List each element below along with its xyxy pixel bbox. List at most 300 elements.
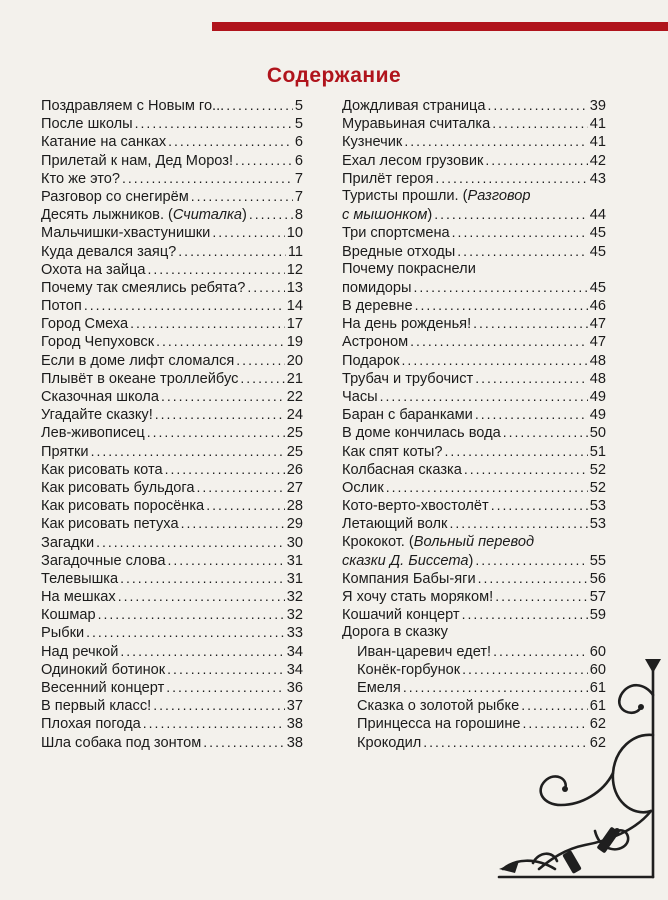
toc-entry-title (41, 279, 245, 297)
toc-entry (41, 496, 303, 514)
dot-leader (178, 242, 286, 260)
toc-page-number: 49 (589, 389, 606, 405)
toc-page-number: 6 (294, 134, 303, 151)
toc-page-number: 38 (286, 734, 303, 751)
toc-entry-title (342, 224, 450, 242)
toc-entry (342, 496, 606, 514)
entry-title-text: Ослик (342, 479, 384, 496)
dot-leader (226, 96, 293, 114)
entry-title-after: ) (468, 552, 474, 569)
entry-title-text: Подарок (342, 352, 400, 369)
toc-page-number: 29 (286, 516, 303, 533)
toc-entry-title (41, 661, 165, 679)
toc-entry (342, 114, 606, 132)
toc-entry (342, 442, 606, 460)
entry-title-text: Принцесса на горошине (357, 716, 521, 733)
entry-title-text: помидоры (342, 279, 412, 296)
toc-page-number: 12 (286, 261, 303, 278)
toc-entry-title (41, 697, 151, 715)
entry-title-text: Летающий волк (342, 516, 448, 533)
dot-leader (130, 314, 285, 332)
dot-leader (98, 605, 285, 623)
entry-title-text: Как рисовать поросёнка (41, 498, 205, 515)
entry-note: с мышонком (342, 207, 428, 224)
toc-page-number: 52 (589, 461, 606, 478)
entry-title-text: Лев-живописец (41, 425, 145, 442)
toc-entry-title (41, 352, 234, 370)
toc-entry (41, 96, 303, 114)
dot-leader (503, 423, 588, 441)
toc-page-number: 47 (589, 316, 606, 333)
toc-page-number: 57 (589, 589, 606, 606)
entry-title-text: Компания Бабы-яги (342, 570, 476, 587)
toc-page-number: 62 (589, 734, 606, 751)
toc-entry-title (342, 533, 534, 551)
toc-entry (41, 405, 303, 423)
dot-leader (452, 223, 588, 241)
toc-entry (41, 242, 303, 260)
toc-entry-title (342, 424, 501, 442)
toc-entry (342, 423, 606, 441)
toc-page-number: 32 (286, 607, 303, 624)
entry-title-text: Кто же это? (41, 170, 121, 187)
entry-title-text: Как рисовать петуха (41, 516, 179, 533)
entry-title-text: Почему покраснели (342, 260, 476, 277)
toc-page-number: 25 (286, 425, 303, 442)
dot-leader (235, 151, 293, 169)
toc-entry (41, 605, 303, 623)
dot-leader (153, 696, 285, 714)
dot-leader (212, 223, 284, 241)
toc-entry (342, 369, 606, 387)
dot-leader (445, 442, 588, 460)
dot-leader (457, 242, 587, 260)
toc-entry (41, 314, 303, 332)
dot-leader (167, 551, 284, 569)
toc-entry-title (41, 115, 133, 133)
toc-entry (41, 642, 303, 660)
toc-entry (41, 678, 303, 696)
toc-entry-title (342, 297, 413, 315)
toc-page-number: 26 (286, 461, 303, 478)
toc-page-number: 37 (286, 698, 303, 715)
toc-entry (342, 460, 606, 478)
entry-title-text: Загадки (41, 534, 95, 551)
toc-page-number: 47 (589, 334, 606, 351)
toc-entry-title (41, 606, 96, 624)
toc-page-number: 45 (589, 225, 606, 242)
toc-entry-title (41, 388, 159, 406)
toc-page-number: 6 (294, 152, 303, 169)
toc-page-number: 30 (286, 534, 303, 551)
dot-leader (122, 169, 293, 187)
toc-page-number: 32 (286, 589, 303, 606)
toc-entry-title (41, 243, 176, 261)
toc-entry (342, 151, 606, 169)
dot-leader (181, 514, 285, 532)
entry-title-text: Крокодил (357, 734, 422, 751)
toc-entry-title (342, 552, 473, 570)
toc-entry (41, 569, 303, 587)
toc-entry (41, 278, 303, 296)
toc-entry-title (342, 623, 448, 641)
toc-entry-title (41, 624, 84, 642)
dot-leader (449, 514, 587, 532)
toc-entry-title (41, 515, 179, 533)
toc-entry (41, 514, 303, 532)
entry-title-text: Шла собака под зонтом (41, 734, 202, 751)
toc-page-number: 48 (589, 370, 606, 387)
dot-leader (143, 714, 285, 732)
toc-entry (41, 260, 303, 278)
toc-entry-title (342, 243, 455, 261)
toc-entry-title (342, 315, 471, 333)
dot-leader (91, 442, 285, 460)
dot-leader (462, 605, 588, 623)
toc-entry-title (357, 734, 421, 752)
toc-entry (342, 605, 606, 623)
toc-entry-title (41, 534, 94, 552)
toc-entry-title (41, 206, 247, 224)
entry-title-text: В деревне (342, 298, 413, 315)
toc-page-number: 56 (589, 570, 606, 587)
toc-entry-title (342, 133, 402, 151)
toc-entry-title (41, 461, 163, 479)
toc-column-right (342, 96, 606, 751)
entry-title-after: ) (242, 207, 247, 224)
dot-leader (120, 569, 285, 587)
toc-page-number: 20 (286, 352, 303, 369)
toc-page-number: 60 (589, 643, 606, 660)
entry-title-text: Кузнечик (342, 134, 403, 151)
entry-title-text: Трубач и трубочист (342, 370, 474, 387)
toc-entry (41, 460, 303, 478)
dot-leader (386, 478, 588, 496)
entry-title-text: Телевышка (41, 570, 119, 587)
toc-entry (41, 714, 303, 732)
entry-title-text: Кошачий концерт (342, 607, 460, 624)
toc-entry-title (41, 406, 153, 424)
entry-title-text: Разговор со снегирём (41, 188, 189, 205)
toc-entry (41, 296, 303, 314)
entry-note: Вольный перевод (413, 533, 535, 550)
toc-entry (41, 733, 303, 751)
entry-title-text: Потоп (41, 298, 82, 315)
entry-title-text: Иван-царевич едет! (357, 643, 492, 660)
toc-entry (41, 114, 303, 132)
toc-page-number: 50 (589, 425, 606, 442)
entry-title-text: Как рисовать бульдога (41, 479, 195, 496)
entry-title-text: Прилетай к нам, Дед Мороз! (41, 152, 234, 169)
entry-title-text: Астроном (342, 334, 409, 351)
dot-leader (120, 642, 284, 660)
dot-leader (434, 205, 588, 223)
toc-page-number: 41 (589, 134, 606, 151)
entry-title-text: В первый класс! (41, 698, 152, 715)
toc-entry-title (342, 461, 462, 479)
entry-title-text: Весенний концерт (41, 680, 165, 696)
dot-leader (156, 332, 285, 350)
dot-leader (135, 114, 293, 132)
dot-leader (249, 205, 293, 223)
entry-title-text: Я хочу стать моряком! (342, 589, 494, 606)
dot-leader (415, 296, 588, 314)
toc-entry (342, 533, 606, 551)
page-title: Содержание (266, 64, 402, 87)
entry-title-text: Десять лыжников. ( (41, 207, 173, 224)
toc-entry-title (41, 424, 145, 442)
entry-title-text: Муравьиная считалка (342, 116, 491, 133)
toc-entry-title (41, 734, 201, 752)
dot-leader (168, 132, 293, 150)
toc-page-number: 53 (589, 498, 606, 515)
toc-entry-title (342, 443, 443, 461)
toc-entry-title (342, 333, 408, 351)
entry-title-text: Часы (342, 389, 378, 405)
toc-page-number: 45 (589, 279, 606, 296)
toc-entry-title (357, 643, 491, 661)
dot-leader (380, 387, 588, 405)
toc-entry (342, 351, 606, 369)
dot-leader (247, 278, 284, 296)
toc-entry (342, 169, 606, 187)
toc-entry (342, 132, 606, 150)
toc-page-number: 8 (294, 207, 303, 224)
dot-leader (402, 351, 588, 369)
toc-entry (342, 314, 606, 332)
entry-note: Разговор (467, 187, 531, 204)
toc-page-number: 60 (589, 661, 606, 678)
entry-title-text: Крококот. ( (342, 533, 414, 550)
entry-title-text: Дорога в сказку (342, 624, 448, 641)
dot-leader (86, 623, 285, 641)
entry-title-text: Сказочная школа (41, 389, 159, 405)
toc-entry-title (41, 297, 82, 315)
entry-title-text: Почему так смеялись ребята? (41, 279, 246, 296)
toc-page-number: 36 (286, 680, 303, 696)
toc-entry (342, 242, 606, 260)
toc-entry-title (41, 588, 116, 606)
toc-entry (342, 223, 606, 241)
toc-entry (41, 423, 303, 441)
toc-page-number: 10 (286, 225, 303, 242)
toc-entry-title (41, 679, 164, 697)
entry-title-text: Колбасная сказка (342, 461, 462, 478)
toc-entry (41, 478, 303, 496)
toc-page-number: 34 (286, 643, 303, 660)
toc-entry-title (342, 515, 447, 533)
toc-entry (342, 187, 606, 205)
entry-title-text: Прилёт героя (342, 170, 434, 187)
toc-page-number: 31 (286, 570, 303, 587)
toc-page-number: 22 (286, 389, 303, 405)
entry-title-text: Как спят коты? (342, 443, 443, 460)
toc-entry (342, 332, 606, 350)
dot-leader (118, 587, 285, 605)
entry-title-text: На день рожденья! (342, 316, 472, 333)
entry-title-text: Прятки (41, 443, 89, 460)
toc-entry-title (357, 661, 460, 679)
entry-title-text: Плывёт в океане троллейбус (41, 370, 239, 387)
toc-entry-title (342, 279, 411, 297)
entry-title-text: Мальчишки-хвастунишки (41, 225, 211, 242)
toc-entry-title (41, 715, 141, 733)
toc-entry (342, 587, 606, 605)
toc-entry (41, 623, 303, 641)
toc-page-number: 5 (294, 98, 303, 114)
toc-page-number: 46 (589, 298, 606, 315)
toc-entry (41, 151, 303, 169)
dot-leader (96, 533, 285, 551)
entry-title-text: В доме кончилась вода (342, 425, 501, 442)
toc-entry (41, 442, 303, 460)
toc-page-number: 33 (286, 625, 303, 642)
entry-title-text: Ехал лесом грузовик (342, 152, 484, 169)
entry-title-text: Баран с баранками (342, 407, 473, 424)
toc-page-number: 52 (589, 479, 606, 496)
toc-entry-title (342, 187, 531, 205)
toc-page-number: 34 (286, 661, 303, 678)
entry-title-text: После школы (41, 116, 133, 133)
toc-entry-title (342, 206, 432, 224)
entry-title-text: Загадочные слова (41, 552, 166, 569)
entry-title-text: Над речкой (41, 643, 119, 660)
toc-page-number: 19 (286, 334, 303, 351)
entry-title-text: Емеля (357, 680, 401, 696)
toc-entry (342, 296, 606, 314)
dot-leader (473, 314, 588, 332)
toc-page-number: 13 (286, 279, 303, 296)
toc-entry-title (342, 588, 493, 606)
toc-entry-title (342, 370, 473, 388)
toc-entry (342, 623, 606, 641)
toc-entry (41, 205, 303, 223)
entry-title-text: Одинокий ботинок (41, 661, 166, 678)
toc-entry (41, 587, 303, 605)
toc-entry (342, 405, 606, 423)
entry-title-text: Конёк-горбунок (357, 661, 461, 678)
toc-entry (41, 187, 303, 205)
toc-page-number: 51 (589, 443, 606, 460)
toc-page-number: 11 (287, 243, 303, 260)
dot-leader (167, 660, 285, 678)
toc-page-number: 39 (589, 98, 606, 114)
toc-page-number: 7 (294, 188, 303, 205)
toc-entry-title (357, 679, 401, 697)
dot-leader (410, 332, 588, 350)
toc-entry (342, 569, 606, 587)
toc-entry (41, 332, 303, 350)
toc-entry (41, 696, 303, 714)
toc-entry-title (41, 479, 195, 497)
dot-leader (435, 169, 587, 187)
toc-page-number: 17 (286, 316, 303, 333)
entry-title-text: На мешках (41, 589, 116, 606)
entry-title-text: Катание на санках (41, 134, 167, 151)
red-top-bar (212, 22, 668, 31)
toc-entry-title (41, 97, 224, 115)
dot-leader (492, 114, 588, 132)
toc-entry (342, 478, 606, 496)
dot-leader (413, 278, 587, 296)
dot-leader (464, 460, 588, 478)
dot-leader (191, 187, 293, 205)
entry-title-text: Сказка о золотой рыбке (357, 698, 520, 715)
toc-entry-title (41, 333, 154, 351)
entry-title-text: Дождливая страница (342, 98, 486, 114)
toc-entry (41, 551, 303, 569)
toc-column-left (41, 96, 303, 751)
dot-leader (475, 405, 588, 423)
toc-entry-title (41, 133, 166, 151)
toc-page-number: 45 (589, 243, 606, 260)
entry-title-text: Если в доме лифт сломался (41, 352, 235, 369)
entry-title-text: Поздравляем с Новым го... (41, 98, 225, 114)
toc-entry (342, 514, 606, 532)
toc-entry-title (342, 352, 400, 370)
toc-page-number: 21 (286, 370, 303, 387)
entry-title-text: Город Чепуховск (41, 334, 155, 351)
dot-leader (161, 387, 285, 405)
toc-page-number: 27 (286, 479, 303, 496)
toc-entry-title (41, 261, 145, 279)
entry-title-text: Охота на зайца (41, 261, 146, 278)
toc-page-number: 61 (589, 698, 606, 715)
dot-leader (147, 423, 285, 441)
dot-leader (491, 496, 588, 514)
entry-title-after: ) (427, 207, 433, 224)
toc-entry (342, 551, 606, 569)
dot-leader (478, 569, 588, 587)
toc-entry (41, 132, 303, 150)
toc-entry-title (41, 188, 189, 206)
toc-entry-title (342, 260, 476, 278)
entry-note: сказки Д. Биссета (342, 552, 469, 569)
dot-leader (155, 405, 285, 423)
toc-entry (342, 205, 606, 223)
toc-entry-title (342, 97, 486, 115)
toc-entry-title (41, 643, 118, 661)
toc-entry-title (41, 443, 89, 461)
dot-leader (404, 132, 587, 150)
dot-leader (495, 587, 588, 605)
toc-entry-title (342, 606, 460, 624)
dot-leader (206, 496, 285, 514)
dot-leader (240, 369, 284, 387)
toc-entry (41, 351, 303, 369)
toc-page-number: 42 (589, 152, 606, 169)
toc-entry-title (342, 479, 384, 497)
dot-leader (475, 551, 587, 569)
toc-entry-title (342, 570, 476, 588)
dot-leader (166, 678, 285, 696)
entry-title-text: Куда девался заяц? (41, 243, 177, 260)
entry-title-text: Рыбки (41, 625, 85, 642)
entry-note: Считалка (172, 207, 242, 224)
toc-entry (342, 260, 606, 278)
dot-leader (147, 260, 284, 278)
dot-leader (485, 151, 587, 169)
toc-entry (41, 387, 303, 405)
toc-entry (41, 169, 303, 187)
toc-entry-title (342, 115, 490, 133)
entry-title-text: Угадайте сказку! (41, 407, 153, 424)
toc-entry-title (41, 552, 165, 570)
toc-page-number: 7 (294, 170, 303, 187)
toc-page-number: 14 (286, 298, 303, 315)
toc-entry-title (342, 497, 489, 515)
dot-leader (475, 369, 588, 387)
